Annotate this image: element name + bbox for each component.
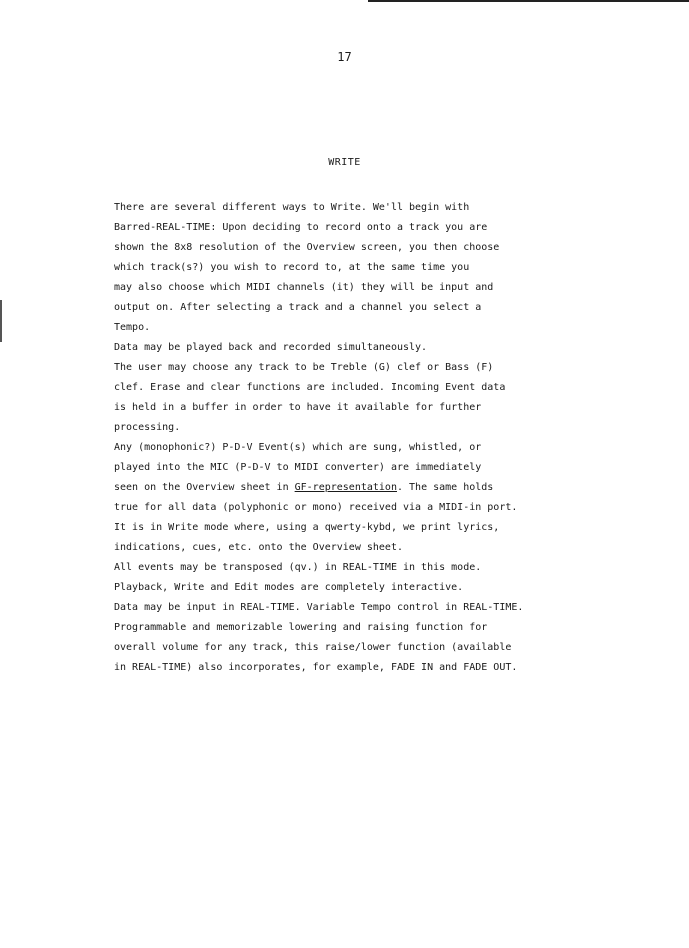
- text-line: Programmable and memorizable lowering and raising function for: [114, 622, 488, 633]
- page-number: 17: [337, 50, 352, 64]
- text-line: output on. After selecting a track and a channel you select a: [114, 302, 482, 313]
- text-line: The user may choose any track to be Treble (G) clef or Bass (F): [114, 362, 494, 373]
- text-line: All events may be transposed (qv.) in REAL-TIME in this mode.: [114, 562, 482, 573]
- text-line: Barred-REAL-TIME: Upon deciding to record onto a track you are: [114, 222, 488, 233]
- text-line: indications, cues, etc. onto the Overview sheet.: [114, 542, 403, 553]
- text-line: clef. Erase and clear functions are included. Incoming Event data: [114, 382, 506, 393]
- text-line: Playback, Write and Edit modes are completely interactive.: [114, 582, 464, 593]
- text-line: overall volume for any track, this raise/lower function (available: [114, 642, 512, 653]
- text-line: Data may be input in REAL-TIME. Variable Tempo control in REAL-TIME.: [114, 602, 524, 613]
- text-line: processing.: [114, 422, 181, 433]
- section-heading: WRITE: [328, 157, 361, 168]
- top-edge-rule: [368, 0, 689, 2]
- text-line: is held in a buffer in order to have it available for further: [114, 402, 482, 413]
- text-line: may also choose which MIDI channels (it) they will be input and: [114, 282, 494, 293]
- left-margin-mark: [0, 300, 2, 342]
- text-line-with-underline: [114, 478, 584, 498]
- text-line: shown the 8x8 resolution of the Overview screen, you then choose: [114, 242, 500, 253]
- text-line: which track(s?) you wish to record to, at the same time you: [114, 262, 470, 273]
- underlined-term: GF-representation: [294, 482, 397, 493]
- text-line: true for all data (polyphonic or mono) received via a MIDI-in port.: [114, 502, 518, 513]
- text-line: It is in Write mode where, using a qwerty-kybd, we print lyrics,: [114, 522, 500, 533]
- text-line: Tempo.: [114, 322, 151, 333]
- body-text: [114, 198, 584, 678]
- text-line-tail: . The same holds: [396, 482, 494, 493]
- text-line: There are several different ways to Write. We'll begin with: [114, 202, 470, 213]
- text-line: played into the MIC (P-D-V to MIDI converter) are immediately: [114, 462, 482, 473]
- text-line: Data may be played back and recorded simultaneously.: [114, 342, 428, 353]
- text-line: Any (monophonic?) P-D-V Event(s) which are sung, whistled, or: [114, 442, 482, 453]
- text-line: in REAL-TIME) also incorporates, for example, FADE IN and FADE OUT.: [114, 662, 518, 673]
- text-line-head: seen on the Overview sheet in: [114, 482, 295, 493]
